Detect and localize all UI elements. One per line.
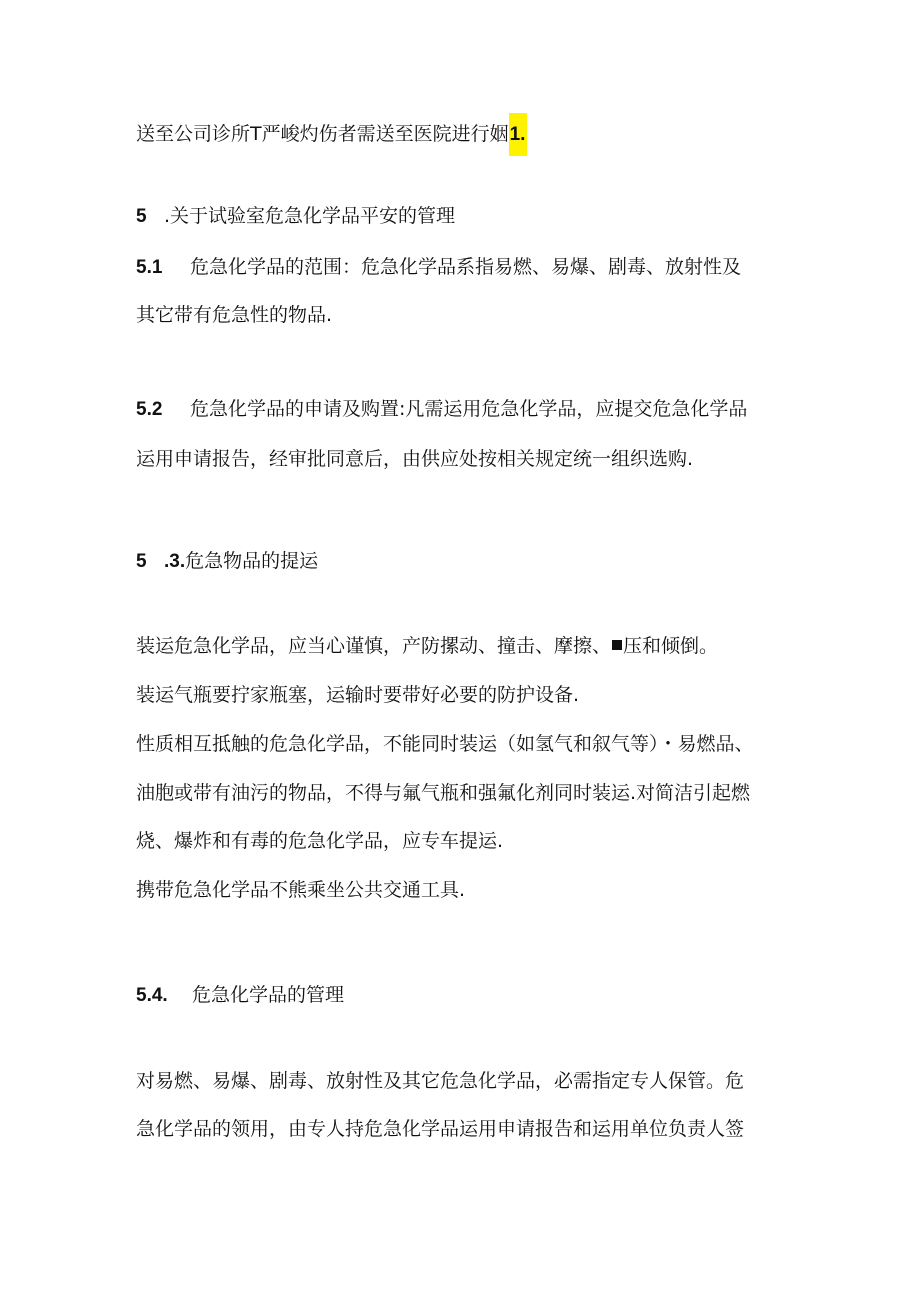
section-title: 危急化学品的管理 [192, 984, 345, 1006]
paragraph-text: 急化学品的领用，由专人持危急化学品运用申请报告和运用单位负责人签 [136, 1118, 745, 1140]
paragraph-text: 装运危急化学品，应当心谨慎，产防摞动、撞击、摩擦、 [136, 635, 612, 657]
transport-paragraph-2 [136, 682, 579, 708]
intro-text: 送至公司诊所T严峻灼伤者需送至医院进行姻 [136, 123, 509, 145]
transport-paragraph-3-line-3 [136, 828, 503, 854]
management-line-2 [136, 1116, 744, 1142]
section-number: 5.4. [136, 985, 168, 1006]
management-line-1 [136, 1068, 744, 1094]
square-bullet-icon [612, 640, 622, 650]
section-5-1-line-1 [136, 254, 741, 281]
transport-paragraph-4 [136, 877, 465, 903]
paragraph-text: 携带危急化学品不熊乘坐公共交通工具. [136, 879, 466, 901]
section-5-3-heading [136, 548, 318, 575]
paragraph-text: 危急化学品的申请及购置:凡需运用危急化学品，应提交危急化学品 [190, 398, 748, 420]
paragraph-text: 危急化学品的范围：危急化学品系指易燃、易爆、剧毒、放射性及 [190, 256, 742, 278]
section-number: 5.2 [136, 399, 163, 420]
section-5-1-line-2 [136, 302, 332, 328]
section-title: .关于试验室危急化学品平安的管理 [164, 205, 456, 227]
section-subnumber: .3. [164, 551, 186, 572]
intro-line [136, 121, 527, 148]
transport-paragraph-1 [136, 633, 718, 659]
highlighted-number: 1. [509, 113, 528, 156]
section-title: 危急物品的提运 [185, 550, 319, 572]
paragraph-text: 压和倾倒。 [623, 635, 719, 657]
section-5-4-heading [136, 982, 344, 1009]
paragraph-text: 运用申请报告，经审批同意后，由供应处按相关规定统一组织选购. [136, 448, 694, 470]
paragraph-text: 性质相互抵触的危急化学品，不能同时装运（如氢气和叙气等）・易燃品、 [136, 733, 754, 755]
section-5-2-line-1 [136, 396, 747, 423]
section-5-heading [136, 203, 455, 230]
section-number: 5 [136, 551, 147, 572]
paragraph-text: 油胞或带有油污的物品，不得与氟气瓶和强氟化剂同时装运.对简洁引起燃 [136, 782, 751, 804]
section-5-2-line-2 [136, 446, 693, 472]
section-number: 5 [136, 206, 147, 227]
paragraph-text: 其它带有危急性的物品. [136, 304, 333, 326]
section-number: 5.1 [136, 257, 163, 278]
paragraph-text: 烧、爆炸和有毒的危急化学品，应专车提运. [136, 830, 504, 852]
transport-paragraph-3-line-2 [136, 780, 750, 806]
paragraph-text: 对易燃、易爆、剧毒、放射性及其它危急化学品，必需指定专人保管。危 [136, 1070, 745, 1092]
paragraph-text: 装运气瓶要拧家瓶塞，运输时要带好必要的防护设备. [136, 684, 580, 706]
transport-paragraph-3-line-1 [136, 731, 754, 757]
